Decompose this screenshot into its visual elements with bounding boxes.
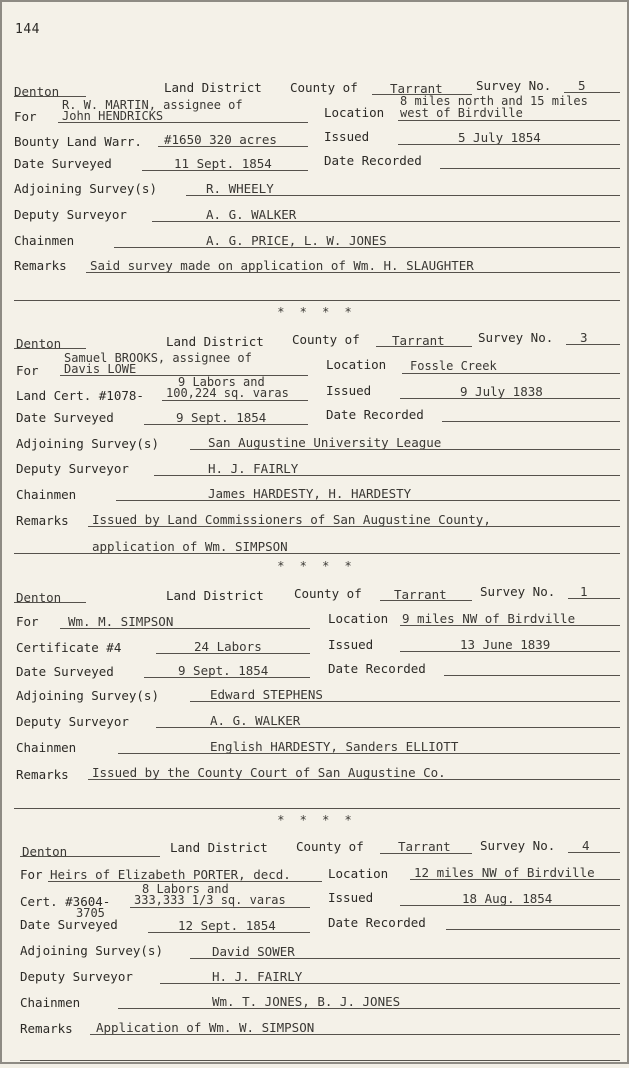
chainmen-value: James HARDESTY, H. HARDESTY (208, 486, 412, 501)
date-surveyed-label: Date Surveyed (16, 410, 114, 425)
survey-no-value: 1 (580, 584, 588, 599)
certificate-label: Cert. #3604- (20, 894, 111, 909)
adjoining-label: Adjoining Survey(s) (20, 943, 163, 958)
county-value: Tarrant (394, 587, 447, 602)
dates-row (14, 912, 620, 938)
record-separator: * * * * (277, 305, 356, 319)
chainmen-label: Chainmen (20, 995, 81, 1010)
land-district-label: Land District (170, 840, 268, 855)
adjoining-value: R. WHEELY (206, 181, 274, 196)
for-row (14, 94, 620, 126)
district-value: Denton (16, 336, 62, 351)
deputy-label: Deputy Surveyor (20, 969, 133, 984)
adjoining-value: San Augustine University League (208, 435, 442, 450)
remarks-row-2 (14, 788, 620, 814)
date-surveyed-label: Date Surveyed (14, 156, 112, 171)
issued-value: 13 June 1839 (460, 637, 551, 652)
survey-no-value: 5 (578, 78, 586, 93)
chainmen-value: A. G. PRICE, L. W. JONES (206, 233, 387, 248)
issued-value: 18 Aug. 1854 (462, 891, 553, 906)
remarks-label: Remarks (16, 513, 69, 528)
date-recorded-label: Date Recorded (328, 661, 426, 676)
chainmen-label: Chainmen (16, 740, 77, 755)
survey-record-3 (14, 580, 620, 814)
county-label: County of (294, 586, 362, 601)
page-number: 144 (15, 22, 40, 37)
record-separator: * * * * (277, 559, 356, 573)
date-surveyed-value: 9 Sept. 1854 (178, 663, 269, 678)
district-row (14, 834, 620, 860)
survey-record-2 (14, 326, 620, 560)
remarks-label: Remarks (14, 258, 67, 273)
remarks-row (14, 508, 620, 534)
certificate-value-line-2: 100,224 sq. varas (166, 386, 289, 400)
date-recorded-label: Date Recorded (328, 915, 426, 930)
for-line-1: R. W. MARTIN, assignee of (62, 98, 243, 112)
adjoining-row (14, 430, 620, 456)
for-row (14, 606, 620, 632)
deputy-value: H. J. FAIRLY (212, 969, 303, 984)
certificate-label: Certificate #4 (16, 640, 122, 655)
land-district-label: Land District (166, 334, 264, 349)
issued-value: 5 July 1854 (458, 130, 541, 145)
for-row (14, 860, 620, 886)
for-label: For (14, 109, 37, 124)
date-surveyed-value: 9 Sept. 1854 (176, 410, 267, 425)
location-line-1: 8 miles north and 15 miles (400, 94, 588, 108)
location-line-2: 9 miles NW of Birdville (402, 611, 576, 626)
certificate-value: 24 Labors (194, 639, 262, 654)
for-line-2: Wm. M. SIMPSON (68, 614, 174, 629)
chainmen-row (14, 990, 620, 1016)
county-value: Tarrant (398, 839, 451, 854)
location-label: Location (328, 611, 389, 626)
adjoining-value: Edward STEPHENS (210, 687, 323, 702)
date-surveyed-label: Date Surveyed (20, 917, 118, 932)
for-line-2: Davis LOWE (64, 362, 137, 376)
survey-record-4 (14, 834, 620, 1068)
deputy-row (14, 710, 620, 736)
adjoining-label: Adjoining Survey(s) (16, 436, 159, 451)
remarks-row (14, 256, 620, 282)
for-label: For (16, 614, 39, 629)
certificate-value-line-2: 333,333 1/3 sq. varas (134, 893, 286, 907)
for-label: For (20, 867, 43, 882)
survey-no-value: 3 (580, 330, 588, 345)
certificate-value: #1650 320 acres (164, 132, 277, 147)
certificate-label: Land Cert. #1078- (16, 388, 144, 403)
deputy-label: Deputy Surveyor (16, 461, 129, 476)
county-label: County of (290, 80, 358, 95)
date-recorded-label: Date Recorded (324, 153, 422, 168)
district-value: Denton (22, 844, 68, 859)
deputy-row (14, 204, 620, 230)
location-line-2: 12 miles NW of Birdville (414, 865, 595, 880)
survey-no-value: 4 (582, 838, 590, 853)
date-surveyed-value: 11 Sept. 1854 (174, 156, 272, 171)
adjoining-value: David SOWER (212, 944, 295, 959)
county-label: County of (296, 839, 364, 854)
deputy-row (14, 456, 620, 482)
certificate-row (14, 882, 620, 920)
deputy-label: Deputy Surveyor (16, 714, 129, 729)
remarks-line-1: Application of Wm. W. SIMPSON (96, 1020, 315, 1035)
certificate-row (14, 126, 620, 152)
date-surveyed-label: Date Surveyed (16, 664, 114, 679)
for-label: For (16, 363, 39, 378)
certificate-row (14, 375, 620, 404)
for-line-2: John HENDRICKS (62, 109, 164, 123)
certificate-label-line-2: 3705 (76, 906, 105, 920)
remarks-line-1: Issued by Land Commissioners of San Augustine County, (92, 512, 491, 527)
adjoining-row (14, 938, 620, 964)
remarks-line-2: application of Wm. SIMPSON (92, 539, 288, 554)
for-line-1: Samuel BROOKS, assignee of (64, 351, 252, 365)
remarks-label: Remarks (20, 1021, 73, 1036)
remarks-row (14, 762, 620, 788)
issued-label: Issued (328, 637, 374, 652)
issued-label: Issued (324, 129, 370, 144)
issued-label: Issued (328, 890, 374, 905)
date-recorded-label: Date Recorded (326, 407, 424, 422)
district-value: Denton (16, 590, 62, 605)
record-separator: * * * * (277, 813, 356, 827)
issued-label: Issued (326, 383, 372, 398)
county-value: Tarrant (392, 333, 445, 348)
location-label: Location (326, 357, 387, 372)
location-line-2: Fossle Creek (410, 359, 497, 373)
chainmen-label: Chainmen (14, 233, 75, 248)
chainmen-value: English HARDESTY, Sanders ELLIOTT (210, 739, 459, 754)
adjoining-label: Adjoining Survey(s) (16, 688, 159, 703)
certificate-value-line-1: 9 Labors and (178, 375, 265, 389)
deputy-value: A. G. WALKER (210, 713, 301, 728)
deputy-value: H. J. FAIRLY (208, 461, 299, 476)
location-label: Location (324, 105, 385, 120)
chainmen-label: Chainmen (16, 487, 77, 502)
adjoining-label: Adjoining Survey(s) (14, 181, 157, 196)
district-row (14, 326, 620, 352)
county-value: Tarrant (390, 81, 443, 96)
certificate-row (14, 632, 620, 658)
chainmen-value: Wm. T. JONES, B. J. JONES (212, 994, 401, 1009)
chainmen-row (14, 230, 620, 256)
for-row (14, 352, 620, 378)
adjoining-row (14, 684, 620, 710)
chainmen-row (14, 482, 620, 508)
district-value: Denton (14, 84, 60, 99)
date-surveyed-value: 12 Sept. 1854 (178, 918, 276, 933)
dates-row (14, 152, 620, 178)
remarks-row-2 (14, 534, 620, 560)
survey-no-label: Survey No. (478, 330, 554, 345)
remarks-label: Remarks (16, 767, 69, 782)
location-line-2: west of Birdville (400, 106, 523, 120)
location-label: Location (328, 866, 389, 881)
adjoining-row (14, 178, 620, 204)
chainmen-row (14, 736, 620, 762)
remarks-line-1: Issued by the County Court of San Augustine Co. (92, 765, 446, 780)
deputy-row (14, 964, 620, 990)
district-row (14, 580, 620, 606)
survey-no-label: Survey No. (480, 838, 556, 853)
for-line-2: Heirs of Elizabeth PORTER, decd. (50, 867, 291, 882)
deputy-label: Deputy Surveyor (14, 207, 127, 222)
issued-value: 9 July 1838 (460, 384, 543, 399)
survey-no-label: Survey No. (480, 584, 556, 599)
land-district-label: Land District (166, 588, 264, 603)
dates-row (14, 404, 620, 430)
remarks-line-1: Said survey made on application of Wm. H. SLAUGHTER (90, 258, 474, 273)
certificate-value-line-1: 8 Labors and (142, 882, 229, 896)
dates-row (14, 658, 620, 684)
certificate-label: Bounty Land Warr. (14, 134, 142, 149)
remarks-row (14, 1016, 620, 1042)
county-label: County of (292, 332, 360, 347)
land-district-label: Land District (164, 80, 262, 95)
deputy-value: A. G. WALKER (206, 207, 297, 222)
remarks-row-2 (14, 1042, 620, 1068)
survey-record-1 (14, 74, 620, 308)
survey-no-label: Survey No. (476, 78, 552, 93)
